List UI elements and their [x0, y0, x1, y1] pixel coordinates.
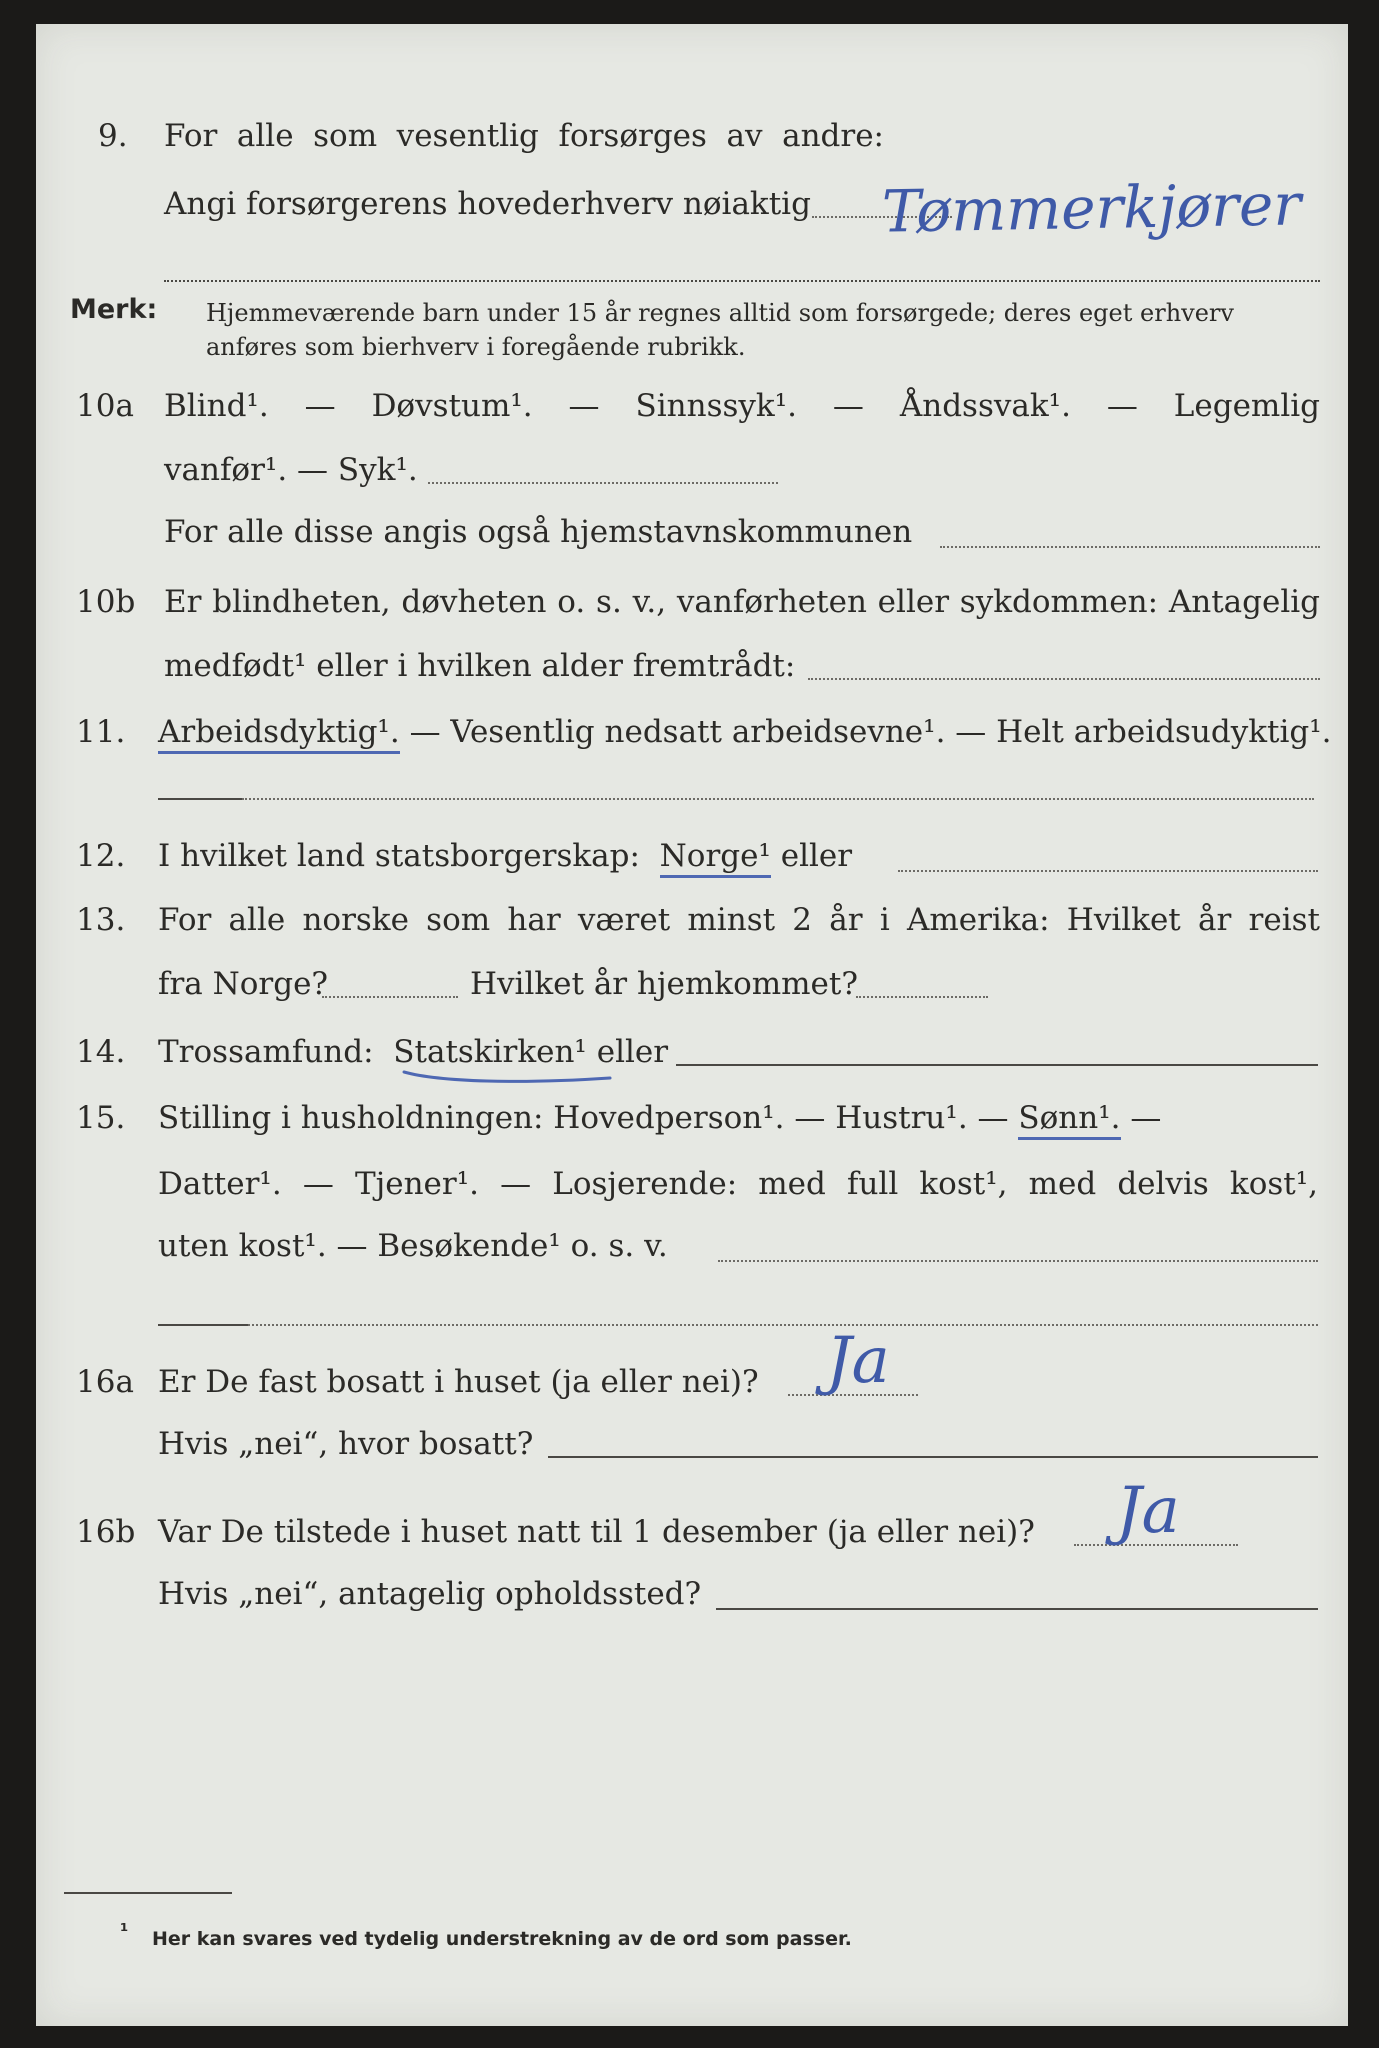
q16b-number: 16b: [76, 1514, 136, 1550]
q9-line2: Angi forsørgerens hovederhverv nøiaktig: [164, 186, 811, 222]
q14-option-statskirken[interactable]: Statskirken¹: [393, 1034, 587, 1070]
q15-line1-a: Stilling i husholdningen: Hovedperson¹. — Hustru¹. —: [158, 1100, 1009, 1136]
q15-extra-line: [248, 1324, 1318, 1326]
q15-answer-line: [718, 1260, 1318, 1262]
q13-hjemkommet-answer-line: [856, 996, 988, 998]
q16b-opholdssted-answer-line: [716, 1608, 1318, 1610]
q10b-line1: Er blindheten, døvheten o. s. v., vanførheten eller sykdommen: Antagelig: [164, 584, 1320, 620]
q12-suffix: eller: [780, 838, 853, 874]
q16a-line2: Hvis „nei“, hvor bosatt?: [158, 1426, 534, 1462]
q10a-line2: vanfør¹. — Syk¹.: [164, 452, 418, 488]
q14-underline-mark: [400, 1064, 620, 1084]
q9-number: 9.: [98, 118, 128, 154]
q15-extra-stroke: [158, 1324, 248, 1326]
q10a-number: 10a: [76, 388, 134, 424]
q15-line3: uten kost¹. — Besøkende¹ o. s. v.: [158, 1228, 668, 1264]
footnote-mark: ¹: [120, 1920, 129, 1942]
q11-number: 11.: [76, 714, 126, 750]
q12-text: I hvilket land statsborgerskap:: [158, 838, 640, 874]
merk-line2: anføres som bierhverv i foregående rubrikk.: [206, 333, 746, 361]
q16a-bosatt-answer-line: [548, 1456, 1318, 1458]
q11-answer-line: [242, 798, 1314, 800]
q15-line2: Datter¹. — Tjener¹. — Losjerende: med full kost¹, med delvis kost¹,: [158, 1166, 1318, 1202]
q15-line1-c: —: [1130, 1100, 1162, 1136]
census-form-page: [36, 24, 1348, 2026]
q9-answer-handwriting: Tømmerkjører: [881, 170, 1302, 246]
q14-number: 14.: [76, 1034, 126, 1070]
q9-divider: [164, 280, 1320, 282]
q13-reist-answer-line: [322, 996, 458, 998]
q10a-line3: For alle disse angis også hjemstavnskommunen: [164, 514, 913, 550]
q13-line1: For alle norske som har været minst 2 år i Amerika: Hvilket år reist: [158, 902, 1320, 938]
q12-line: [158, 836, 852, 876]
q10b-answer-line: [808, 678, 1320, 680]
q10a-syk-answer-line: [428, 482, 778, 484]
q12-number: 12.: [76, 838, 126, 874]
q13-part-b: Hvilket år hjemkommet?: [470, 966, 858, 1002]
q10b-line2: medfødt¹ eller i hvilken alder fremtrådt:: [164, 648, 796, 684]
q16b-answer-handwriting: Ja: [1116, 1474, 1180, 1548]
merk-label: Merk:: [70, 294, 158, 325]
q16a-answer-handwriting: Ja: [826, 1324, 890, 1398]
footnote-rule: [64, 1892, 232, 1894]
q15-line1: [158, 1098, 1161, 1138]
q14-text: Trossamfund:: [158, 1034, 374, 1070]
q10b-number: 10b: [76, 584, 136, 620]
q11-rest: — Vesentlig nedsatt arbeidsevne¹. — Helt arbeidsudyktig¹.: [409, 714, 1332, 750]
q11-option-arbeidsdyktig[interactable]: Arbeidsdyktig¹.: [158, 714, 400, 754]
q16a-number: 16a: [76, 1364, 134, 1400]
footnote-text: Her kan svares ved tydelig understrekning av de ord som passer.: [152, 1928, 852, 1950]
q13-number: 13.: [76, 902, 126, 938]
q13-part-a: fra Norge?: [158, 966, 329, 1002]
q16b-line1: Var De tilstede i huset natt til 1 desember (ja eller nei)?: [158, 1514, 1035, 1550]
q12-option-norge[interactable]: Norge¹: [660, 838, 771, 878]
q9-line1: For alle som vesentlig forsørges av andre:: [164, 118, 884, 154]
q11-answer-stroke: [158, 798, 242, 800]
q15-number: 15.: [76, 1100, 126, 1136]
q11-line: [158, 712, 1332, 752]
q16b-line2: Hvis „nei“, antagelig opholdssted?: [158, 1576, 702, 1612]
q14-suffix: eller: [596, 1034, 669, 1070]
q12-answer-line: [898, 870, 1318, 872]
q16a-line1: Er De fast bosatt i huset (ja eller nei)?: [158, 1364, 759, 1400]
q10a-hjemstavn-answer-line: [940, 546, 1320, 548]
q14-answer-line: [676, 1064, 1318, 1066]
merk-line1: Hjemmeværende barn under 15 år regnes alltid som forsørgede; deres eget erhverv: [206, 299, 1234, 327]
q10a-line1: Blind¹. — Døvstum¹. — Sinnssyk¹. — Åndssvak¹. — Legemlig: [164, 388, 1320, 424]
q15-option-sonn[interactable]: Sønn¹.: [1018, 1100, 1120, 1140]
